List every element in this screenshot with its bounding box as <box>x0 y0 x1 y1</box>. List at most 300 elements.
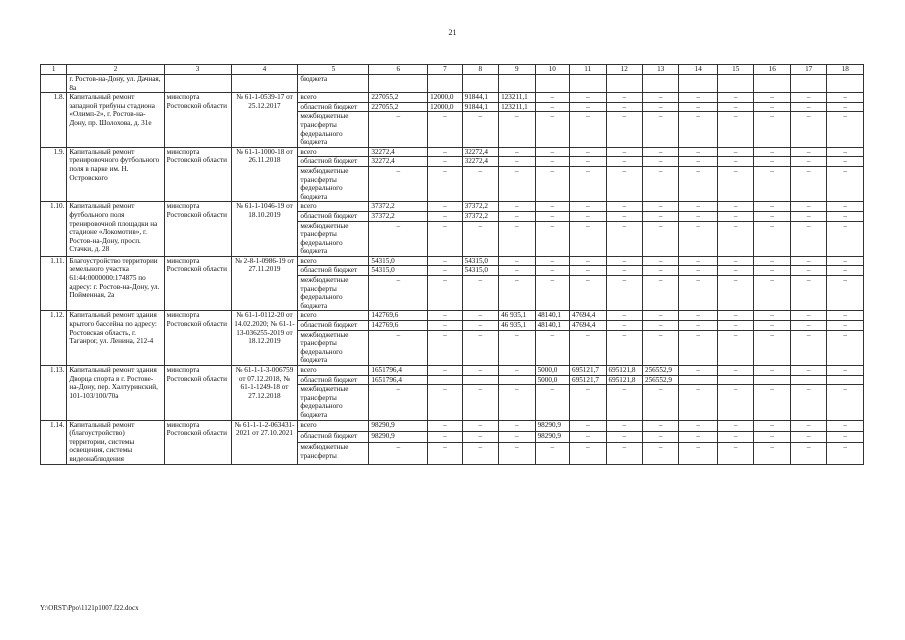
value-cell: – <box>570 112 606 147</box>
organization-cell <box>164 75 231 93</box>
value-cell: – <box>369 330 428 365</box>
value-cell: – <box>754 211 790 221</box>
column-number-9: 9 <box>499 65 535 75</box>
value-cell: – <box>606 443 642 464</box>
value-cell <box>428 375 462 385</box>
table-row <box>41 202 864 212</box>
document-cell: № 61-1-1-2-063431-2021 от 27.10.2021 <box>231 420 298 464</box>
value-cell: – <box>606 157 642 167</box>
value-cell: – <box>790 102 826 112</box>
value-cell: – <box>642 157 678 167</box>
file-path-footer: Y:\ORST\Ppo\1121p1007.f22.docx <box>40 604 139 612</box>
value-cell: – <box>462 420 498 431</box>
item-number-cell: 1.13. <box>41 366 67 421</box>
value-cell: – <box>717 311 753 321</box>
value-cell: – <box>462 385 498 420</box>
value-cell: – <box>679 166 718 201</box>
value-cell: 48140,1 <box>535 311 569 321</box>
value-cell: – <box>717 256 753 266</box>
item-name-cell: Капитальный ремонт (благоустройство) территории, системы освещения, системы видеонаблюдения <box>67 420 164 464</box>
value-cell: – <box>790 266 826 276</box>
value-cell: – <box>754 385 790 420</box>
value-cell: 32272,4 <box>462 147 498 157</box>
value-cell: – <box>754 330 790 365</box>
value-cell: – <box>642 93 678 103</box>
value-cell: 32272,4 <box>369 157 428 167</box>
value-cell <box>462 375 498 385</box>
funding-kind-cell: областной бюджет <box>298 102 369 112</box>
funding-kind-cell: межбюджетные трансферты федерального бюджета <box>298 276 369 311</box>
value-cell: – <box>535 256 569 266</box>
value-cell: – <box>642 256 678 266</box>
value-cell: – <box>369 112 428 147</box>
value-cell: – <box>642 166 678 201</box>
value-cell: – <box>462 166 498 201</box>
value-cell: – <box>790 311 826 321</box>
value-cell: – <box>462 221 498 256</box>
value-cell: 695121,7 <box>570 366 606 376</box>
column-number-3: 3 <box>164 65 231 75</box>
item-number-cell: 1.9. <box>41 147 67 202</box>
value-cell: 46 935,1 <box>499 311 535 321</box>
value-cell: – <box>679 385 718 420</box>
value-cell: – <box>717 202 753 212</box>
item-number-cell: 1.10. <box>41 202 67 257</box>
column-number-1: 1 <box>41 65 67 75</box>
item-name-cell: Капитальный ремонт здания Дворца спорта в г. Ростове-на-Дону, пер. Халтуринский, 101-103/100/70а <box>67 366 164 421</box>
value-cell: – <box>462 330 498 365</box>
funding-kind-cell: областной бюджет <box>298 157 369 167</box>
value-cell: – <box>827 276 864 311</box>
value-cell: – <box>754 443 790 464</box>
value-cell: – <box>827 112 864 147</box>
value-cell: – <box>642 221 678 256</box>
value-cell: – <box>606 431 642 442</box>
value-cell: – <box>428 221 462 256</box>
column-number-11: 11 <box>570 65 606 75</box>
value-cell: – <box>499 366 535 376</box>
organization-cell: минспорта Ростовской области <box>164 256 231 311</box>
value-cell: – <box>679 276 718 311</box>
funding-kind-cell: бюджета <box>298 75 369 93</box>
value-cell: – <box>754 112 790 147</box>
value-cell: 5000,0 <box>535 375 569 385</box>
value-cell: – <box>606 256 642 266</box>
value-cell: – <box>606 211 642 221</box>
funding-kind-cell: областной бюджет <box>298 431 369 442</box>
value-cell: – <box>679 431 718 442</box>
value-cell: – <box>754 93 790 103</box>
value-cell: – <box>790 431 826 442</box>
document-cell: № 61-1-0539-17 от 25.12.2017 <box>231 93 298 148</box>
value-cell <box>827 375 864 385</box>
value-cell: – <box>570 431 606 442</box>
value-cell: – <box>717 420 753 431</box>
value-cell: – <box>679 443 718 464</box>
value-cell: – <box>570 93 606 103</box>
value-cell: – <box>570 202 606 212</box>
value-cell: – <box>606 311 642 321</box>
funding-kind-cell: межбюджетные трансферты <box>298 443 369 464</box>
value-cell <box>679 375 718 385</box>
funding-kind-cell: областной бюджет <box>298 321 369 331</box>
table-row <box>41 311 864 321</box>
value-cell: 48140,1 <box>535 321 569 331</box>
funding-kind-cell: всего <box>298 256 369 266</box>
value-cell: – <box>754 431 790 442</box>
item-name-cell: Капитальный ремонт здания крытого бассейна по адресу: Ростовская область, г. Таганрог, ул. Ленина, 212-4 <box>67 311 164 366</box>
value-cell: – <box>499 443 535 464</box>
value-cell: – <box>754 102 790 112</box>
value-cell: – <box>462 431 498 442</box>
value-cell: – <box>642 276 678 311</box>
value-cell: 98290,9 <box>369 431 428 442</box>
item-number-cell: 1.14. <box>41 420 67 464</box>
value-cell: – <box>679 102 718 112</box>
item-name-cell: Капитальный ремонт тренировочного футбольного поля в парке им. Н. Островского <box>67 147 164 202</box>
item-number-cell <box>41 75 67 93</box>
value-cell: 91844,1 <box>462 102 498 112</box>
table-row <box>41 420 864 431</box>
value-cell: – <box>679 211 718 221</box>
funding-kind-cell: межбюджетные трансферты федерального бюджета <box>298 166 369 201</box>
funding-kind-cell: областной бюджет <box>298 375 369 385</box>
value-cell: – <box>717 276 753 311</box>
column-number-4: 4 <box>231 65 298 75</box>
value-cell: – <box>754 321 790 331</box>
value-cell: – <box>606 221 642 256</box>
value-cell: – <box>570 266 606 276</box>
document-cell: № 61-1-1000-18 от 26.11.2018 <box>231 147 298 202</box>
column-number-17: 17 <box>790 65 826 75</box>
funding-kind-cell: всего <box>298 202 369 212</box>
column-number-2: 2 <box>67 65 164 75</box>
value-cell: – <box>369 166 428 201</box>
column-number-6: 6 <box>369 65 428 75</box>
value-cell: – <box>570 166 606 201</box>
continuation-row <box>41 75 864 93</box>
funding-kind-cell: межбюджетные трансферты федерального бюджета <box>298 330 369 365</box>
value-cell <box>499 375 535 385</box>
value-cell: – <box>535 102 569 112</box>
value-cell: – <box>642 330 678 365</box>
value-cell: – <box>790 112 826 147</box>
item-number-cell: 1.12. <box>41 311 67 366</box>
value-cell: – <box>642 211 678 221</box>
document-cell: № 2-8-1-0986-19 от 27.11.2019 <box>231 256 298 311</box>
value-cell: – <box>570 443 606 464</box>
column-number-7: 7 <box>428 65 462 75</box>
value-cell: 1651796,4 <box>369 375 428 385</box>
organization-cell: минспорта Ростовской области <box>164 366 231 421</box>
value-cell: – <box>462 443 498 464</box>
value-cell: – <box>606 385 642 420</box>
value-cell: – <box>717 147 753 157</box>
column-number-16: 16 <box>754 65 790 75</box>
value-cell: 54315,0 <box>462 266 498 276</box>
budget-table <box>40 64 864 465</box>
value-cell: – <box>369 221 428 256</box>
value-cell: – <box>499 266 535 276</box>
value-cell: – <box>570 330 606 365</box>
value-cell: 256552,9 <box>642 375 678 385</box>
value-cell: – <box>428 256 462 266</box>
value-cell: – <box>717 93 753 103</box>
value-cell: – <box>642 420 678 431</box>
value-cell: – <box>535 211 569 221</box>
value-cell: 256552,9 <box>642 366 678 376</box>
value-cell: – <box>717 385 753 420</box>
value-cell: 142769,6 <box>369 321 428 331</box>
funding-kind-cell: всего <box>298 93 369 103</box>
value-cell: 37372,2 <box>369 211 428 221</box>
value-cell: – <box>717 431 753 442</box>
value-cell: – <box>717 102 753 112</box>
value-cell: – <box>754 366 790 376</box>
value-cell: – <box>679 266 718 276</box>
value-cell: 54315,0 <box>369 256 428 266</box>
value-cell <box>717 375 753 385</box>
value-cell: – <box>428 431 462 442</box>
value-cell: 12000,0 <box>428 102 462 112</box>
value-cell: – <box>827 420 864 431</box>
page-number: 21 <box>448 28 457 37</box>
value-cell: – <box>827 431 864 442</box>
value-cell: – <box>827 256 864 266</box>
value-cell: – <box>679 330 718 365</box>
funding-kind-cell: всего <box>298 366 369 376</box>
value-cell: 98290,9 <box>535 420 569 431</box>
value-cell: – <box>827 93 864 103</box>
value-cell: – <box>827 443 864 464</box>
organization-cell: минспорта Ростовской области <box>164 147 231 202</box>
value-cell: – <box>790 221 826 256</box>
value-cell: – <box>499 330 535 365</box>
value-cell: – <box>499 431 535 442</box>
value-cell: – <box>790 385 826 420</box>
column-number-row <box>41 65 864 75</box>
value-cell: – <box>369 385 428 420</box>
value-cell: – <box>827 321 864 331</box>
value-cell: – <box>606 330 642 365</box>
value-cell: – <box>790 321 826 331</box>
value-cell: – <box>679 112 718 147</box>
value-cell: – <box>827 157 864 167</box>
item-name-cell: Благоустройство территории земельного участка 61:44:0000000:174875 по адресу: г. Ростов-на-Дону, ул. Пойменная, 2a <box>67 256 164 311</box>
value-cell: 12000,0 <box>428 93 462 103</box>
value-cell: – <box>499 147 535 157</box>
value-cell: – <box>642 202 678 212</box>
value-cell: – <box>827 311 864 321</box>
value-cell: 123211,1 <box>499 102 535 112</box>
value-cell: – <box>535 330 569 365</box>
value-cell: – <box>827 147 864 157</box>
column-number-5: 5 <box>298 65 369 75</box>
organization-cell: минспорта Ростовской области <box>164 202 231 257</box>
value-cell: – <box>754 221 790 256</box>
value-cell: – <box>679 157 718 167</box>
value-cell: – <box>642 147 678 157</box>
value-cell: – <box>428 211 462 221</box>
value-cell: – <box>642 321 678 331</box>
value-cell: – <box>827 330 864 365</box>
value-cell: – <box>717 112 753 147</box>
value-cell: – <box>717 221 753 256</box>
value-cell: – <box>535 266 569 276</box>
value-cell: – <box>499 211 535 221</box>
value-cell: 142769,6 <box>369 311 428 321</box>
value-cell: – <box>499 385 535 420</box>
document-cell: № 61-1-0112-20 от 14.02.2020; № 61-1-13-036255-2019 от 18.12.2019 <box>231 311 298 366</box>
value-cell: – <box>606 420 642 431</box>
value-cell: – <box>606 266 642 276</box>
value-cell: – <box>679 147 718 157</box>
organization-cell: минспорта Ростовской области <box>164 311 231 366</box>
value-cell: – <box>717 321 753 331</box>
value-cell: 1651796,4 <box>369 366 428 376</box>
value-cell: – <box>499 420 535 431</box>
value-cell: – <box>754 420 790 431</box>
value-cell: 695121,8 <box>606 366 642 376</box>
value-cell: 47694,4 <box>570 321 606 331</box>
value-cell: – <box>570 256 606 266</box>
value-cell: – <box>535 157 569 167</box>
value-cell: 98290,9 <box>535 431 569 442</box>
value-cell: 695121,8 <box>606 375 642 385</box>
value-cell: – <box>790 443 826 464</box>
column-number-13: 13 <box>642 65 678 75</box>
value-cell: – <box>462 321 498 331</box>
value-cell: – <box>535 166 569 201</box>
value-cell: – <box>790 420 826 431</box>
value-cell: – <box>428 147 462 157</box>
value-cell: – <box>790 256 826 266</box>
value-cell: – <box>717 157 753 167</box>
value-cell: – <box>570 276 606 311</box>
funding-kind-cell: областной бюджет <box>298 266 369 276</box>
column-number-18: 18 <box>827 65 864 75</box>
value-cell: – <box>606 147 642 157</box>
value-cell: – <box>570 385 606 420</box>
value-cell: – <box>642 112 678 147</box>
value-cell: 227055,2 <box>369 93 428 103</box>
value-cell: – <box>535 443 569 464</box>
value-cell <box>790 375 826 385</box>
value-cell: – <box>499 166 535 201</box>
value-cell: – <box>790 202 826 212</box>
funding-kind-cell: межбюджетные трансферты федерального бюджета <box>298 112 369 147</box>
funding-kind-cell: всего <box>298 420 369 431</box>
value-cell: – <box>827 266 864 276</box>
value-cell: – <box>827 385 864 420</box>
value-cell: – <box>462 276 498 311</box>
value-cell: – <box>570 211 606 221</box>
value-cell: – <box>428 311 462 321</box>
value-cell: – <box>790 330 826 365</box>
value-cell: – <box>754 157 790 167</box>
value-cell: 98290,9 <box>369 420 428 431</box>
value-cell: 37372,2 <box>462 202 498 212</box>
value-cell: – <box>428 202 462 212</box>
value-cell: – <box>462 366 498 376</box>
organization-cell: минспорта Ростовской области <box>164 93 231 148</box>
table-row <box>41 93 864 103</box>
table-row <box>41 256 864 266</box>
document-cell: № 61-1-1046-19 от 18.10.2019 <box>231 202 298 257</box>
value-cell: 47694,4 <box>570 311 606 321</box>
value-cell: – <box>499 256 535 266</box>
value-cell: – <box>790 93 826 103</box>
value-cell: 54315,0 <box>462 256 498 266</box>
value-cell: – <box>642 443 678 464</box>
value-cell: – <box>679 420 718 431</box>
value-cell: – <box>570 420 606 431</box>
value-cell: – <box>642 102 678 112</box>
column-number-8: 8 <box>462 65 498 75</box>
value-cell: – <box>462 311 498 321</box>
value-cell: – <box>717 443 753 464</box>
funding-kind-cell: межбюджетные трансферты федерального бюджета <box>298 385 369 420</box>
value-cell: – <box>606 112 642 147</box>
column-number-10: 10 <box>535 65 569 75</box>
value-cell: – <box>606 321 642 331</box>
value-cell: – <box>642 385 678 420</box>
value-cell: – <box>428 321 462 331</box>
value-cell: 5000,0 <box>535 366 569 376</box>
value-cell: 91844,1 <box>462 93 498 103</box>
value-cell: – <box>499 112 535 147</box>
table-row <box>41 147 864 157</box>
value-cell: – <box>642 311 678 321</box>
value-cell: – <box>717 330 753 365</box>
value-cell: – <box>428 330 462 365</box>
column-number-12: 12 <box>606 65 642 75</box>
value-cell: – <box>790 166 826 201</box>
value-cell: – <box>827 202 864 212</box>
value-cell: – <box>827 102 864 112</box>
item-name-cell: г. Ростов-на-Дону, ул. Дачная, 8а <box>67 75 164 93</box>
column-number-15: 15 <box>717 65 753 75</box>
item-name-cell: Капитальный ремонт западной трибуны стадиона «Олимп-2», г. Ростов-на-Дону, пр. Шолохова, д. 31е <box>67 93 164 148</box>
value-cell: 123211,1 <box>499 93 535 103</box>
value-cell: – <box>679 321 718 331</box>
value-cell: – <box>642 431 678 442</box>
value-cell: – <box>428 385 462 420</box>
value-cell: – <box>499 157 535 167</box>
value-cell: – <box>606 102 642 112</box>
value-cell: – <box>790 276 826 311</box>
value-cell: – <box>428 166 462 201</box>
organization-cell: минспорта Ростовской области <box>164 420 231 464</box>
value-cell: – <box>499 276 535 311</box>
value-cell: – <box>428 112 462 147</box>
value-cell: – <box>679 93 718 103</box>
value-cell: – <box>606 202 642 212</box>
value-cell: – <box>827 211 864 221</box>
value-cell: – <box>754 147 790 157</box>
funding-kind-cell: всего <box>298 311 369 321</box>
value-cell: 37372,2 <box>462 211 498 221</box>
value-cell: – <box>606 166 642 201</box>
value-cell: 46 935,1 <box>499 321 535 331</box>
value-cell: 227055,2 <box>369 102 428 112</box>
value-cell: – <box>717 211 753 221</box>
value-cell: – <box>790 366 826 376</box>
document-cell <box>231 75 298 93</box>
value-cell: – <box>679 366 718 376</box>
value-cell: – <box>679 256 718 266</box>
value-cell: – <box>535 112 569 147</box>
